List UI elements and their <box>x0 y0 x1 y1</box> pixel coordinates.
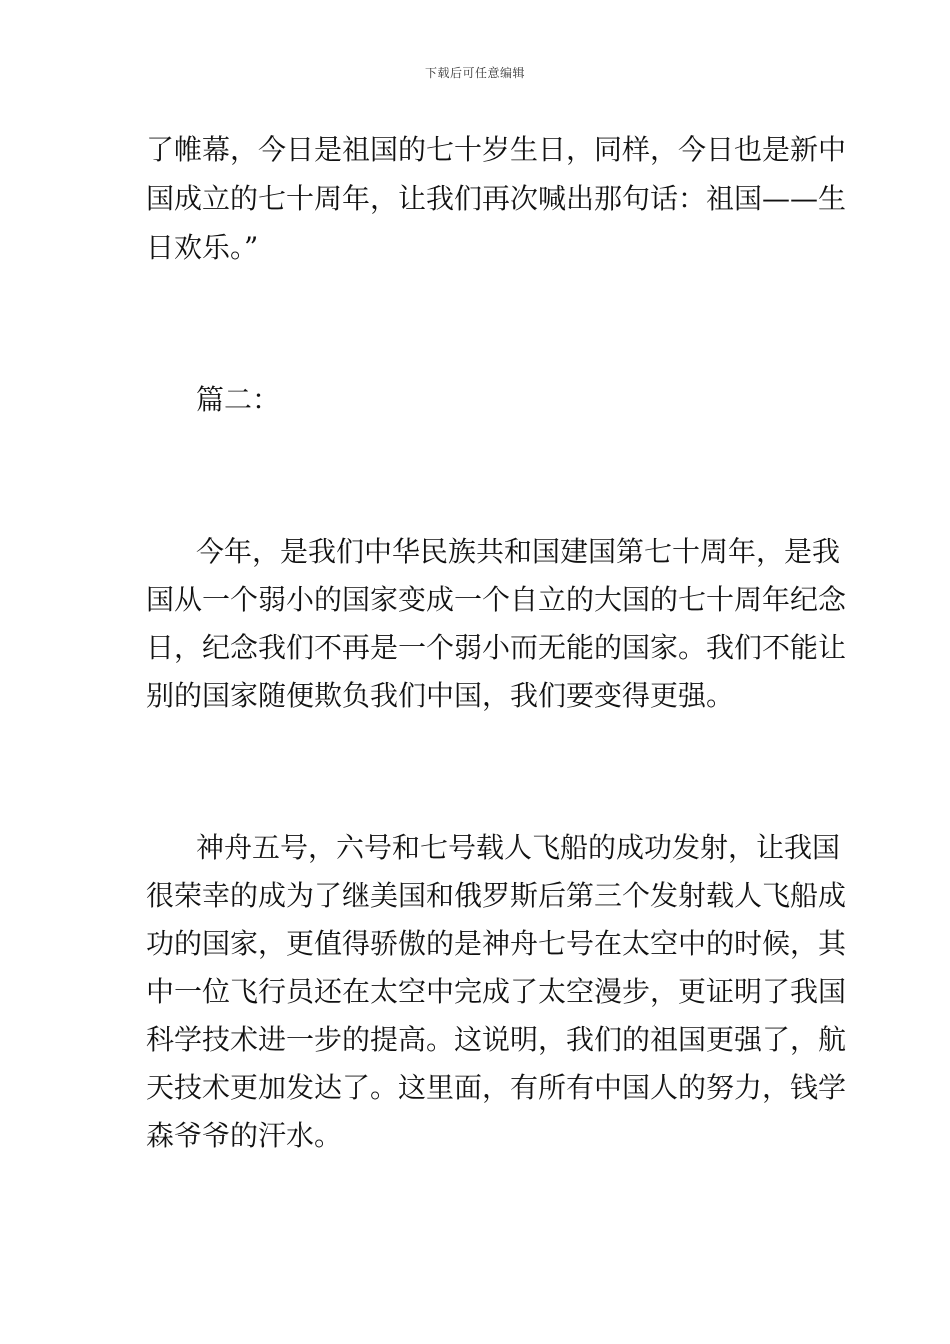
text-line: 日欢乐。” <box>146 231 259 264</box>
text-line: 国从一个弱小的国家变成一个自立的大国的七十周年纪念 <box>146 583 847 616</box>
section-title: 篇二： <box>196 383 281 416</box>
text-line: 很荣幸的成为了继美国和俄罗斯后第三个发射载人飞船成 <box>146 879 847 912</box>
text-line: 别的国家随便欺负我们中国，我们要变得更强。 <box>146 679 735 712</box>
text-line: 天技术更加发达了。这里面，有所有中国人的努力，钱学 <box>146 1071 847 1104</box>
text-line: 了帷幕，今日是祖国的七十岁生日，同样，今日也是新中 <box>146 133 847 166</box>
text-line: 日，纪念我们不再是一个弱小而无能的国家。我们不能让 <box>146 631 847 664</box>
page-header: 下载后可任意编辑 <box>424 66 525 80</box>
text-line: 国成立的七十周年，让我们再次喊出那句话：祖国——生 <box>146 182 847 215</box>
text-line: 科学技术进一步的提高。这说明，我们的祖国更强了，航 <box>146 1023 847 1056</box>
text-line: 中一位飞行员还在太空中完成了太空漫步，更证明了我国 <box>146 975 847 1008</box>
text-line: 功的国家，更值得骄傲的是神舟七号在太空中的时候，其 <box>146 927 847 960</box>
text-line: 神舟五号，六号和七号载人飞船的成功发射，让我国 <box>196 831 841 864</box>
text-line: 森爷爷的汗水。 <box>146 1119 343 1152</box>
text-line: 今年，是我们中华民族共和国建国第七十周年，是我 <box>196 535 841 568</box>
